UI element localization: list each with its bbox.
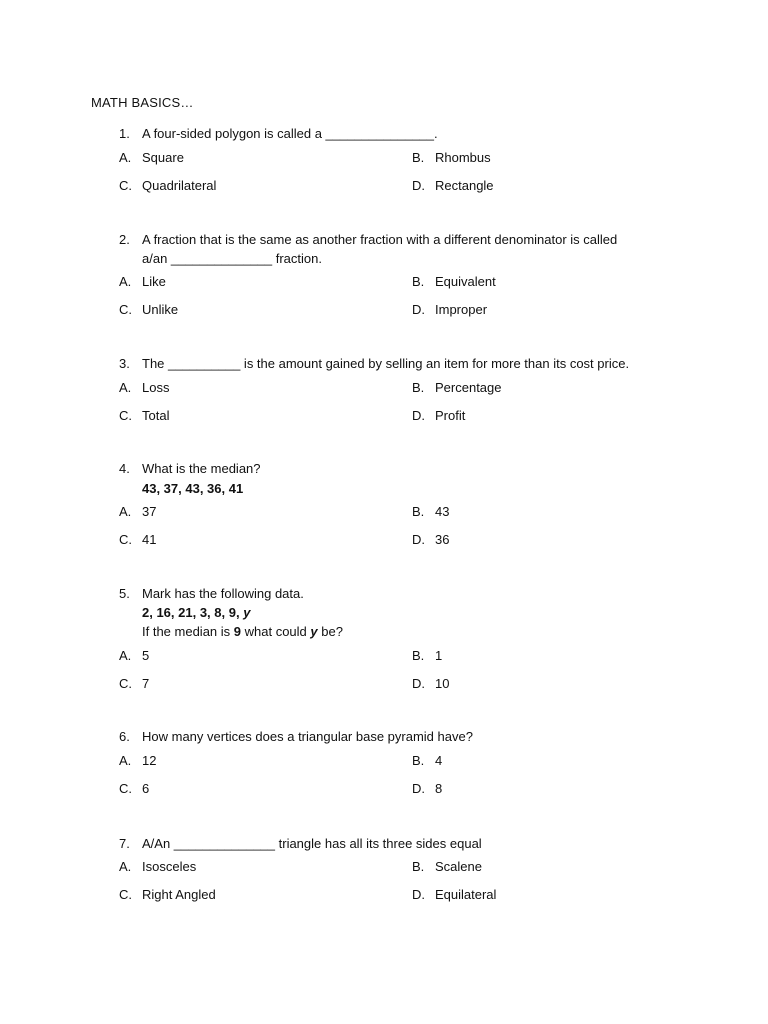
option-letter: D. — [412, 781, 425, 796]
option-text: Scalene — [435, 859, 482, 874]
option-text: Unlike — [142, 302, 179, 317]
option-text: 12 — [142, 753, 157, 768]
option-text: Rhombus — [435, 150, 491, 165]
option-letter: A. — [119, 380, 132, 395]
data-values — [142, 603, 250, 623]
option-letter: C. — [119, 408, 132, 423]
option-text: Total — [142, 408, 170, 423]
data-variable: y — [243, 605, 251, 620]
option-letter: B. — [412, 648, 425, 663]
question-text: A four-sided polygon is called a _______________. — [142, 126, 438, 141]
option-letter: B. — [412, 274, 425, 289]
option-text: Loss — [142, 380, 170, 395]
question-text: a/an ______________ fraction. — [142, 251, 322, 266]
option-text: 4 — [435, 753, 443, 768]
option-text: 36 — [435, 532, 450, 547]
median-value: 9 — [233, 624, 242, 639]
option-text: Equilateral — [435, 887, 497, 902]
option-text: Quadrilateral — [142, 178, 217, 193]
option-text: 7 — [142, 676, 150, 691]
option-letter: A. — [119, 648, 132, 663]
option-text: Like — [142, 274, 166, 289]
option-text: Right Angled — [142, 887, 216, 902]
option-letter: B. — [412, 859, 425, 874]
question-text: How many vertices does a triangular base pyramid have? — [142, 729, 473, 744]
prompt-part: what could — [241, 624, 311, 639]
option-text: 8 — [435, 781, 443, 796]
prompt-part: be? — [317, 624, 343, 639]
option-letter: C. — [119, 887, 132, 902]
option-letter: A. — [119, 859, 132, 874]
option-letter: B. — [412, 504, 425, 519]
option-letter: D. — [412, 178, 425, 193]
option-text: Square — [142, 150, 184, 165]
option-letter: C. — [119, 532, 132, 547]
option-letter: D. — [412, 676, 425, 691]
question-text: A fraction that is the same as another fraction with a different denominator is called — [142, 232, 618, 247]
option-letter: B. — [412, 753, 425, 768]
question-text: Mark has the following data. — [142, 586, 304, 601]
option-text: 6 — [142, 781, 150, 796]
option-letter: C. — [119, 676, 132, 691]
option-text: 41 — [142, 532, 157, 547]
option-letter: D. — [412, 887, 425, 902]
data-values-numbers: 2, 16, 21, 3, 8, 9, — [142, 605, 244, 620]
option-text: Equivalent — [435, 274, 496, 289]
page-title: MATH BASICS… — [91, 95, 194, 110]
prompt-part: If the median is — [142, 624, 234, 639]
question-text: The __________ is the amount gained by selling an item for more than its cost price. — [142, 356, 630, 371]
data-values: 43, 37, 43, 36, 41 — [142, 481, 244, 496]
option-letter: A. — [119, 150, 132, 165]
option-letter: D. — [412, 408, 425, 423]
option-text: 43 — [435, 504, 450, 519]
option-letter: C. — [119, 302, 132, 317]
option-letter: A. — [119, 753, 132, 768]
question-number: 4. — [119, 461, 130, 476]
option-text: 10 — [435, 676, 450, 691]
question-text: A/An ______________ triangle has all its three sides equal — [142, 836, 482, 851]
option-letter: B. — [412, 150, 425, 165]
question-number: 1. — [119, 126, 130, 141]
option-text: 5 — [142, 648, 150, 663]
option-letter: B. — [412, 380, 425, 395]
option-letter: D. — [412, 302, 425, 317]
option-text: Percentage — [435, 380, 502, 395]
question-number: 2. — [119, 232, 130, 247]
question-text — [142, 622, 343, 642]
option-letter: A. — [119, 274, 132, 289]
option-text: 37 — [142, 504, 157, 519]
option-letter: C. — [119, 781, 132, 796]
question-text: What is the median? — [142, 461, 261, 476]
question-number: 3. — [119, 356, 130, 371]
question-number: 7. — [119, 836, 130, 851]
option-text: 1 — [435, 648, 443, 663]
option-text: Isosceles — [142, 859, 197, 874]
option-letter: A. — [119, 504, 132, 519]
data-variable: y — [310, 624, 318, 639]
option-text: Rectangle — [435, 178, 494, 193]
option-letter: C. — [119, 178, 132, 193]
option-letter: D. — [412, 532, 425, 547]
option-text: Profit — [435, 408, 466, 423]
option-text: Improper — [435, 302, 488, 317]
question-number: 5. — [119, 586, 130, 601]
question-number: 6. — [119, 729, 130, 744]
